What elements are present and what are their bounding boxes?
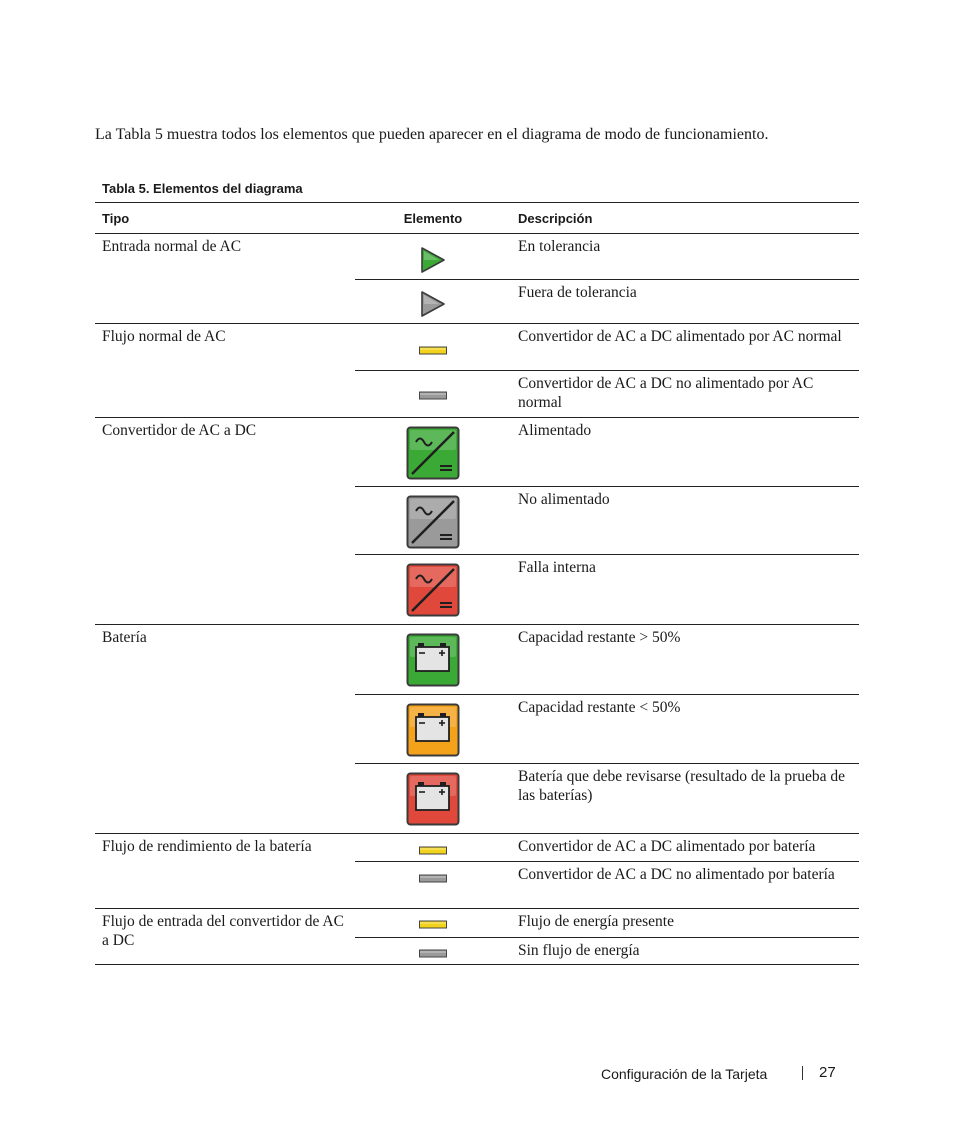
page-number: 27 [819, 1064, 836, 1081]
cell-elemento [355, 862, 511, 909]
flow-gray-icon [419, 870, 447, 889]
cell-elemento [355, 418, 511, 487]
table-row [95, 324, 859, 371]
table-caption: Tabla 5. Elementos del diagrama [102, 181, 303, 196]
cell-tipo: Flujo normal de AC [95, 324, 355, 418]
intro-paragraph: La Tabla 5 muestra todos los elementos que pueden aparecer en el diagrama de modo de funcionamiento. [95, 126, 769, 143]
table-row [95, 834, 859, 862]
cell-descripcion: En tolerancia [511, 234, 859, 280]
cell-descripcion: Alimentado [511, 418, 859, 487]
table-row [95, 418, 859, 487]
cell-elemento [355, 909, 511, 938]
cell-descripcion: Sin flujo de energía [511, 938, 859, 965]
flow-yellow-icon [419, 916, 447, 935]
diagram-elements-table [95, 202, 859, 965]
cell-tipo: Batería [95, 625, 355, 834]
table-header-row [95, 203, 859, 234]
cell-elemento [355, 371, 511, 418]
header-elemento: Elemento [355, 203, 511, 234]
cell-elemento [355, 625, 511, 695]
battery-red-icon [406, 772, 460, 831]
header-descripcion: Descripción [511, 203, 859, 234]
cell-descripcion: Convertidor de AC a DC alimentado por batería [511, 834, 859, 862]
cell-descripcion: Flujo de energía presente [511, 909, 859, 938]
cell-descripcion: Capacidad restante < 50% [511, 695, 859, 764]
battery-orange-icon [406, 703, 460, 762]
cell-tipo: Flujo de rendimiento de la batería [95, 834, 355, 909]
converter-red-icon [406, 563, 460, 622]
battery-green-icon [406, 633, 460, 692]
footer-section-title: Configuración de la Tarjeta [601, 1066, 768, 1082]
cell-elemento [355, 834, 511, 862]
cell-descripcion: Falla interna [511, 555, 859, 625]
cell-descripcion: Capacidad restante > 50% [511, 625, 859, 695]
cell-elemento [355, 938, 511, 965]
flow-gray-icon [419, 945, 447, 964]
converter-gray-icon [406, 495, 460, 554]
cell-elemento [355, 234, 511, 280]
footer-separator [802, 1066, 803, 1080]
cell-descripcion: No alimentado [511, 487, 859, 555]
header-tipo: Tipo [95, 203, 355, 234]
cell-tipo: Convertidor de AC a DC [95, 418, 355, 625]
table-row [95, 625, 859, 695]
cell-descripcion: Convertidor de AC a DC alimentado por AC normal [511, 324, 859, 371]
cell-elemento [355, 555, 511, 625]
cell-tipo: Entrada normal de AC [95, 234, 355, 324]
cell-tipo: Flujo de entrada del convertidor de AC a DC [95, 909, 355, 965]
cell-elemento [355, 487, 511, 555]
cell-descripcion: Convertidor de AC a DC no alimentado por batería [511, 862, 859, 909]
cell-descripcion: Batería que debe revisarse (resultado de la prueba de las baterías) [511, 764, 859, 834]
cell-elemento [355, 764, 511, 834]
flow-gray-icon [419, 387, 447, 406]
table-row [95, 909, 859, 938]
table-row [95, 234, 859, 280]
cell-elemento [355, 324, 511, 371]
converter-green-icon [406, 426, 460, 485]
cell-descripcion: Fuera de tolerancia [511, 280, 859, 324]
cell-descripcion: Convertidor de AC a DC no alimentado por AC normal [511, 371, 859, 418]
triangle-gray-icon [419, 290, 447, 323]
cell-elemento [355, 280, 511, 324]
triangle-green-icon [419, 246, 447, 279]
cell-elemento [355, 695, 511, 764]
flow-yellow-icon [419, 842, 447, 861]
flow-yellow-icon [419, 342, 447, 361]
